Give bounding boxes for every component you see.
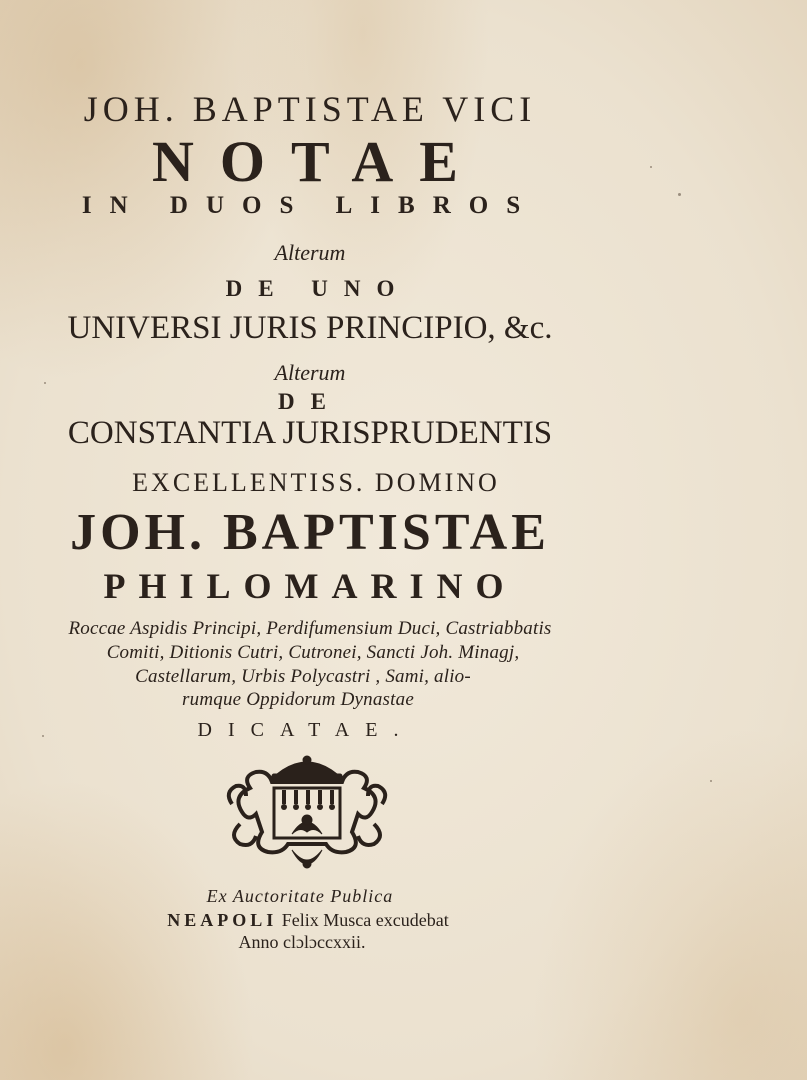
dedicatee-titles-line: rumque Oppidorum Dynastae xyxy=(182,689,414,710)
dedication-intro: EXCELLENTISS. DOMINO xyxy=(132,468,500,497)
book-title-2: CONSTANTIA JURISPRUDENTIS xyxy=(67,415,553,451)
paper-speck xyxy=(44,382,46,384)
printers-ornament-icon xyxy=(222,752,392,878)
imprint-place: NEAPOLI xyxy=(167,910,278,930)
paper-speck xyxy=(710,780,712,782)
dedicatee-titles-line: Castellarum, Urbis Polycastri , Sami, alio- xyxy=(135,666,471,687)
dedicatee-titles-line: Comiti, Ditionis Cutri, Cutronei, Sancti Joh. Minagj, xyxy=(106,642,520,663)
imprint-year: Anno clɔlɔccxxii. xyxy=(238,932,366,952)
imprint-authority: Ex Auctoritate Publica xyxy=(206,886,394,906)
dedicatee-titles-line: Roccae Aspidis Principi, Perdifumensium Duci, Castriabbatis xyxy=(68,618,552,639)
imprint-printer: Felix Musca excudebat xyxy=(281,910,449,930)
dedicatee-name: JOH. BAPTISTAE xyxy=(70,504,550,561)
author-line: JOH. BAPTISTAE VICI xyxy=(83,89,537,129)
alterum-label-1: Alterum xyxy=(274,240,346,265)
subtitle: IN DUOS LIBROS xyxy=(81,192,539,219)
main-title: NOTAE xyxy=(152,129,484,194)
book-title-1: UNIVERSI JURIS PRINCIPIO, &c. xyxy=(67,310,553,346)
de-uno-label: DE UNO xyxy=(225,276,411,301)
imprint-place-printer xyxy=(0,910,618,931)
de-label: DE xyxy=(278,389,342,414)
paper-speck xyxy=(650,166,652,168)
alterum-label-2: Alterum xyxy=(274,360,346,385)
dicatae-label: DICATAE. xyxy=(197,719,415,741)
paper-speck xyxy=(678,193,681,196)
dedicatee-surname: PHILOMARINO xyxy=(103,566,517,606)
paper-speck xyxy=(42,735,44,737)
